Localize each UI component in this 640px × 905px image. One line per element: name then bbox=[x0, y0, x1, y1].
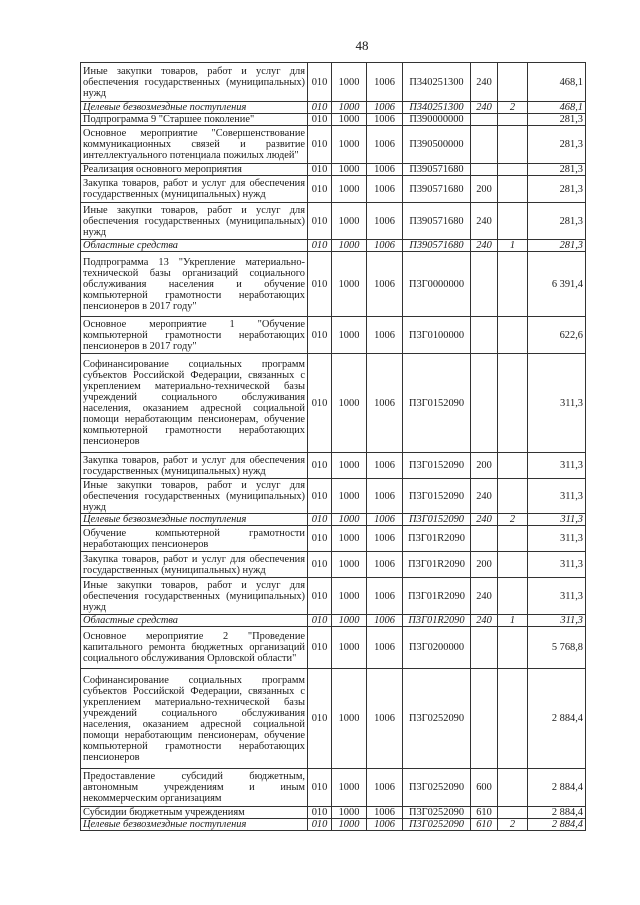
target-item-cell: П3Г0152090 bbox=[403, 514, 471, 526]
row-name-cell: Целевые безвозмездные поступления bbox=[81, 819, 308, 831]
ministry-code-cell: 010 bbox=[308, 102, 332, 114]
ministry-code-cell: 010 bbox=[308, 526, 332, 552]
section-cell: 1000 bbox=[332, 615, 367, 627]
subsection-cell: 1006 bbox=[367, 63, 403, 102]
amount-cell: 311,3 bbox=[528, 552, 586, 578]
budget-table-body bbox=[81, 63, 586, 831]
expense-type-cell: 240 bbox=[471, 514, 498, 526]
row-name-cell: Иные закупки товаров, работ и услуг для обеспечения государственных (муниципальных) нужд bbox=[81, 578, 308, 615]
table-row bbox=[81, 479, 586, 514]
subsection-cell: 1006 bbox=[367, 240, 403, 252]
amount-cell: 468,1 bbox=[528, 63, 586, 102]
table-row bbox=[81, 203, 586, 240]
section-cell: 1000 bbox=[332, 176, 367, 203]
section-cell: 1000 bbox=[332, 552, 367, 578]
funding-source-cell bbox=[498, 114, 528, 126]
row-name-cell: Иные закупки товаров, работ и услуг для обеспечения государственных (муниципальных) нужд bbox=[81, 63, 308, 102]
subsection-cell: 1006 bbox=[367, 514, 403, 526]
subsection-cell: 1006 bbox=[367, 807, 403, 819]
target-item-cell: П390571680 bbox=[403, 203, 471, 240]
subsection-cell: 1006 bbox=[367, 526, 403, 552]
row-name-cell: Закупка товаров, работ и услуг для обеспечения государственных (муниципальных) нужд bbox=[81, 552, 308, 578]
ministry-code-cell: 010 bbox=[308, 176, 332, 203]
target-item-cell: П3Г0152090 bbox=[403, 479, 471, 514]
target-item-cell: П340251300 bbox=[403, 63, 471, 102]
funding-source-cell bbox=[498, 203, 528, 240]
table-row bbox=[81, 769, 586, 807]
expense-type-cell: 240 bbox=[471, 578, 498, 615]
funding-source-cell bbox=[498, 164, 528, 176]
ministry-code-cell: 010 bbox=[308, 203, 332, 240]
funding-source-row bbox=[81, 819, 586, 831]
funding-source-cell bbox=[498, 126, 528, 164]
amount-cell: 2 884,4 bbox=[528, 807, 586, 819]
target-item-cell: П340251300 bbox=[403, 102, 471, 114]
target-item-cell: П3Г0252090 bbox=[403, 807, 471, 819]
funding-source-cell bbox=[498, 479, 528, 514]
row-name-cell: Основное мероприятие "Совершенствование коммуникационных связей и развитие интеллектуального потенциала пожилых людей" bbox=[81, 126, 308, 164]
target-item-cell: П3Г0152090 bbox=[403, 453, 471, 479]
ministry-code-cell: 010 bbox=[308, 164, 332, 176]
funding-source-cell: 1 bbox=[498, 615, 528, 627]
row-name-cell: Основное мероприятие 1 "Обучение компьютерной грамотности неработающих пенсионеров в 2017 году" bbox=[81, 317, 308, 354]
subsection-cell: 1006 bbox=[367, 819, 403, 831]
row-name-cell: Закупка товаров, работ и услуг для обеспечения государственных (муниципальных) нужд bbox=[81, 453, 308, 479]
target-item-cell: П3Г01R2090 bbox=[403, 552, 471, 578]
section-cell: 1000 bbox=[332, 578, 367, 615]
subsection-cell: 1006 bbox=[367, 552, 403, 578]
target-item-cell: П390000000 bbox=[403, 114, 471, 126]
row-name-cell: Целевые безвозмездные поступления bbox=[81, 514, 308, 526]
expense-type-cell: 240 bbox=[471, 240, 498, 252]
target-item-cell: П3Г0252090 bbox=[403, 769, 471, 807]
table-row bbox=[81, 354, 586, 453]
section-cell: 1000 bbox=[332, 102, 367, 114]
ministry-code-cell: 010 bbox=[308, 615, 332, 627]
ministry-code-cell: 010 bbox=[308, 354, 332, 453]
amount-cell: 281,3 bbox=[528, 114, 586, 126]
subsection-cell: 1006 bbox=[367, 453, 403, 479]
funding-source-cell bbox=[498, 317, 528, 354]
ministry-code-cell: 010 bbox=[308, 126, 332, 164]
amount-cell: 2 884,4 bbox=[528, 769, 586, 807]
subsection-cell: 1006 bbox=[367, 354, 403, 453]
expense-type-cell: 200 bbox=[471, 453, 498, 479]
row-name-cell: Закупка товаров, работ и услуг для обеспечения государственных (муниципальных) нужд bbox=[81, 176, 308, 203]
ministry-code-cell: 010 bbox=[308, 819, 332, 831]
section-cell: 1000 bbox=[332, 126, 367, 164]
target-item-cell: П3Г01R2090 bbox=[403, 526, 471, 552]
subsection-cell: 1006 bbox=[367, 578, 403, 615]
amount-cell: 2 884,4 bbox=[528, 669, 586, 769]
funding-source-row bbox=[81, 240, 586, 252]
section-cell: 1000 bbox=[332, 252, 367, 317]
funding-source-cell: 2 bbox=[498, 514, 528, 526]
target-item-cell: П3Г0152090 bbox=[403, 354, 471, 453]
section-cell: 1000 bbox=[332, 453, 367, 479]
funding-source-cell: 1 bbox=[498, 240, 528, 252]
funding-source-row bbox=[81, 615, 586, 627]
funding-source-cell bbox=[498, 769, 528, 807]
ministry-code-cell: 010 bbox=[308, 807, 332, 819]
table-row bbox=[81, 627, 586, 669]
funding-source-cell bbox=[498, 176, 528, 203]
expense-type-cell: 240 bbox=[471, 479, 498, 514]
subsection-cell: 1006 bbox=[367, 252, 403, 317]
ministry-code-cell: 010 bbox=[308, 769, 332, 807]
row-name-cell: Обучение компьютерной грамотности неработающих пенсионеров bbox=[81, 526, 308, 552]
row-name-cell: Подпрограмма 9 "Старшее поколение" bbox=[81, 114, 308, 126]
target-item-cell: П390500000 bbox=[403, 126, 471, 164]
ministry-code-cell: 010 bbox=[308, 627, 332, 669]
expense-type-cell: 600 bbox=[471, 769, 498, 807]
target-item-cell: П390571680 bbox=[403, 240, 471, 252]
amount-cell: 2 884,4 bbox=[528, 819, 586, 831]
row-name-cell: Областные средства bbox=[81, 240, 308, 252]
section-cell: 1000 bbox=[332, 240, 367, 252]
subsection-cell: 1006 bbox=[367, 769, 403, 807]
expense-type-cell: 240 bbox=[471, 203, 498, 240]
ministry-code-cell: 010 bbox=[308, 669, 332, 769]
table-row bbox=[81, 114, 586, 126]
table-row bbox=[81, 453, 586, 479]
budget-table bbox=[80, 62, 586, 831]
table-row bbox=[81, 317, 586, 354]
subsection-cell: 1006 bbox=[367, 114, 403, 126]
ministry-code-cell: 010 bbox=[308, 578, 332, 615]
funding-source-cell: 2 bbox=[498, 819, 528, 831]
funding-source-row bbox=[81, 102, 586, 114]
expense-type-cell bbox=[471, 669, 498, 769]
amount-cell: 311,3 bbox=[528, 479, 586, 514]
subsection-cell: 1006 bbox=[367, 176, 403, 203]
table-row bbox=[81, 552, 586, 578]
row-name-cell: Субсидии бюджетным учреждениям bbox=[81, 807, 308, 819]
table-row bbox=[81, 63, 586, 102]
expense-type-cell bbox=[471, 354, 498, 453]
amount-cell: 468,1 bbox=[528, 102, 586, 114]
page-number: 48 bbox=[355, 38, 369, 53]
amount-cell: 311,3 bbox=[528, 615, 586, 627]
ministry-code-cell: 010 bbox=[308, 114, 332, 126]
table-row bbox=[81, 807, 586, 819]
subsection-cell: 1006 bbox=[367, 479, 403, 514]
amount-cell: 311,3 bbox=[528, 354, 586, 453]
section-cell: 1000 bbox=[332, 354, 367, 453]
funding-source-cell bbox=[498, 453, 528, 479]
subsection-cell: 1006 bbox=[367, 317, 403, 354]
row-name-cell: Реализация основного мероприятия bbox=[81, 164, 308, 176]
target-item-cell: П3Г0200000 bbox=[403, 627, 471, 669]
subsection-cell: 1006 bbox=[367, 126, 403, 164]
section-cell: 1000 bbox=[332, 819, 367, 831]
amount-cell: 281,3 bbox=[528, 176, 586, 203]
expense-type-cell bbox=[471, 114, 498, 126]
target-item-cell: П3Г0252090 bbox=[403, 819, 471, 831]
ministry-code-cell: 010 bbox=[308, 240, 332, 252]
table-row bbox=[81, 669, 586, 769]
expense-type-cell: 240 bbox=[471, 615, 498, 627]
section-cell: 1000 bbox=[332, 479, 367, 514]
subsection-cell: 1006 bbox=[367, 615, 403, 627]
row-name-cell: Областные средства bbox=[81, 615, 308, 627]
section-cell: 1000 bbox=[332, 526, 367, 552]
target-item-cell: П3Г0100000 bbox=[403, 317, 471, 354]
expense-type-cell: 610 bbox=[471, 807, 498, 819]
funding-source-cell bbox=[498, 526, 528, 552]
amount-cell: 281,3 bbox=[528, 126, 586, 164]
target-item-cell: П390571680 bbox=[403, 164, 471, 176]
funding-source-cell bbox=[498, 627, 528, 669]
amount-cell: 281,3 bbox=[528, 203, 586, 240]
section-cell: 1000 bbox=[332, 514, 367, 526]
expense-type-cell: 200 bbox=[471, 176, 498, 203]
table-row bbox=[81, 578, 586, 615]
section-cell: 1000 bbox=[332, 203, 367, 240]
ministry-code-cell: 010 bbox=[308, 514, 332, 526]
table-row bbox=[81, 164, 586, 176]
table-row bbox=[81, 526, 586, 552]
amount-cell: 311,3 bbox=[528, 453, 586, 479]
subsection-cell: 1006 bbox=[367, 627, 403, 669]
row-name-cell: Целевые безвозмездные поступления bbox=[81, 102, 308, 114]
target-item-cell: П390571680 bbox=[403, 176, 471, 203]
expense-type-cell bbox=[471, 126, 498, 164]
table-row bbox=[81, 126, 586, 164]
funding-source-cell bbox=[498, 552, 528, 578]
section-cell: 1000 bbox=[332, 63, 367, 102]
funding-source-row bbox=[81, 514, 586, 526]
amount-cell: 311,3 bbox=[528, 578, 586, 615]
amount-cell: 311,3 bbox=[528, 526, 586, 552]
amount-cell: 6 391,4 bbox=[528, 252, 586, 317]
amount-cell: 622,6 bbox=[528, 317, 586, 354]
table-row bbox=[81, 252, 586, 317]
funding-source-cell bbox=[498, 252, 528, 317]
expense-type-cell: 610 bbox=[471, 819, 498, 831]
amount-cell: 311,3 bbox=[528, 514, 586, 526]
expense-type-cell: 200 bbox=[471, 552, 498, 578]
funding-source-cell bbox=[498, 63, 528, 102]
section-cell: 1000 bbox=[332, 317, 367, 354]
target-item-cell: П3Г0252090 bbox=[403, 669, 471, 769]
section-cell: 1000 bbox=[332, 114, 367, 126]
ministry-code-cell: 010 bbox=[308, 479, 332, 514]
funding-source-cell bbox=[498, 669, 528, 769]
section-cell: 1000 bbox=[332, 627, 367, 669]
funding-source-cell bbox=[498, 578, 528, 615]
target-item-cell: П3Г01R2090 bbox=[403, 578, 471, 615]
section-cell: 1000 bbox=[332, 164, 367, 176]
ministry-code-cell: 010 bbox=[308, 317, 332, 354]
ministry-code-cell: 010 bbox=[308, 453, 332, 479]
section-cell: 1000 bbox=[332, 769, 367, 807]
row-name-cell: Софинансирование социальных программ субъектов Российской Федерации, связанных с укреплением материально-технической базы учреждений социального обслуживания населения, оказанием адресной социальной помощи неработающим пенсионерам, обучение компьютерной грамотности неработающих пенсионеров bbox=[81, 669, 308, 769]
expense-type-cell: 240 bbox=[471, 102, 498, 114]
expense-type-cell bbox=[471, 252, 498, 317]
subsection-cell: 1006 bbox=[367, 102, 403, 114]
expense-type-cell bbox=[471, 317, 498, 354]
target-item-cell: П3Г0000000 bbox=[403, 252, 471, 317]
expense-type-cell: 240 bbox=[471, 63, 498, 102]
row-name-cell: Предоставление субсидий бюджетным, автономным учреждениям и иным некоммерческим организациям bbox=[81, 769, 308, 807]
row-name-cell: Подпрограмма 13 "Укрепление материально-технической базы организаций социального обслуживания населения и обучение компьютерной грамотности неработающих пенсионеров в 2017 году" bbox=[81, 252, 308, 317]
expense-type-cell bbox=[471, 627, 498, 669]
expense-type-cell bbox=[471, 164, 498, 176]
table-row bbox=[81, 176, 586, 203]
subsection-cell: 1006 bbox=[367, 164, 403, 176]
funding-source-cell: 2 bbox=[498, 102, 528, 114]
amount-cell: 281,3 bbox=[528, 240, 586, 252]
ministry-code-cell: 010 bbox=[308, 552, 332, 578]
amount-cell: 281,3 bbox=[528, 164, 586, 176]
row-name-cell: Иные закупки товаров, работ и услуг для обеспечения государственных (муниципальных) нужд bbox=[81, 203, 308, 240]
subsection-cell: 1006 bbox=[367, 669, 403, 769]
ministry-code-cell: 010 bbox=[308, 63, 332, 102]
subsection-cell: 1006 bbox=[367, 203, 403, 240]
expense-type-cell bbox=[471, 526, 498, 552]
section-cell: 1000 bbox=[332, 807, 367, 819]
row-name-cell: Софинансирование социальных программ субъектов Российской Федерации, связанных с укреплением материально-технической базы учреждений социального обслуживания населения, оказанием адресной социальной помощи неработающим пенсионерам, обучение компьютерной грамотности неработающих пенсионеров bbox=[81, 354, 308, 453]
row-name-cell: Иные закупки товаров, работ и услуг для обеспечения государственных (муниципальных) нужд bbox=[81, 479, 308, 514]
funding-source-cell bbox=[498, 354, 528, 453]
funding-source-cell bbox=[498, 807, 528, 819]
section-cell: 1000 bbox=[332, 669, 367, 769]
row-name-cell: Основное мероприятие 2 "Проведение капитального ремонта бюджетных организаций социального обслуживания Орловской области" bbox=[81, 627, 308, 669]
ministry-code-cell: 010 bbox=[308, 252, 332, 317]
target-item-cell: П3Г01R2090 bbox=[403, 615, 471, 627]
amount-cell: 5 768,8 bbox=[528, 627, 586, 669]
